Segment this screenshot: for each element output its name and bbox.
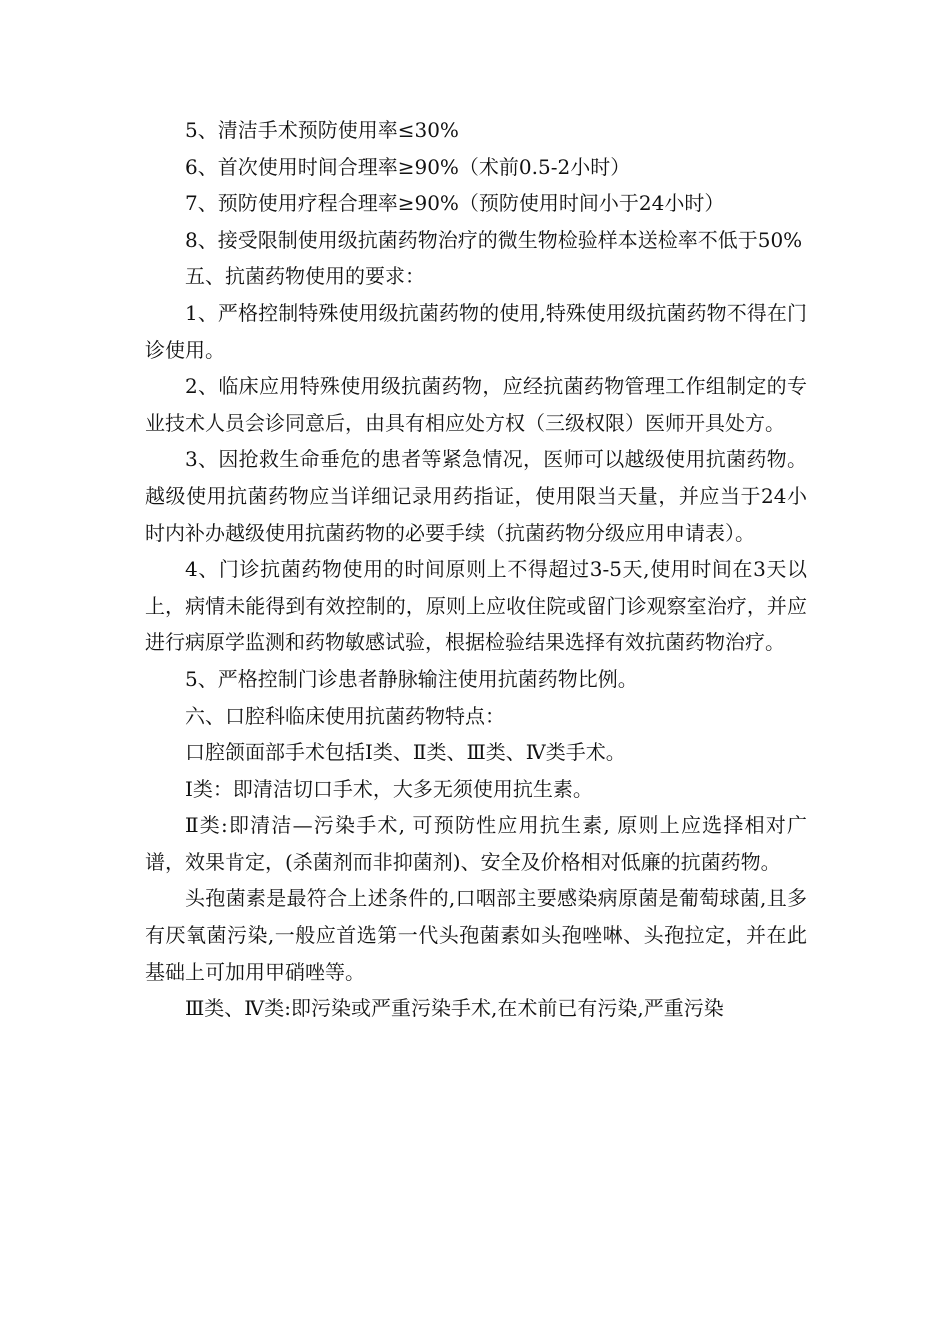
requirement-3: 3、因抢救生命垂危的患者等紧急情况，医师可以越级使用抗菌药物。越级使用抗菌药物应当详细记录用药指证，使用限当天量，并应当于24小时内补办越级使用抗菌药物的必要手续（抗菌药物分级应用申请表）。: [145, 447, 807, 545]
paragraph-item-7: 7、预防使用疗程合理率≥90%（预防使用时间小于24小时）: [185, 191, 725, 216]
cephalosporin-text: 头孢菌素是最符合上述条件的,口咽部主要感染病原菌是葡萄球菌,且多有厌氧菌污染,一般应首选第一代头孢菌素如头孢唑啉、头孢拉定，并在此基础上可加用甲硝唑等。: [145, 886, 807, 984]
class-1-text: Ⅰ类：即清洁切口手术，大多无须使用抗生素。: [185, 776, 593, 801]
class-3-4-text: Ⅲ类、Ⅳ类:即污染或严重污染手术,在术前已有污染,严重污染: [185, 996, 724, 1021]
section-heading-6: 六、口腔科临床使用抗菌药物特点：: [185, 703, 505, 728]
requirement-2: 2、临床应用特殊使用级抗菌药物，应经抗菌药物管理工作组制定的专业技术人员会诊同意后，由具有相应处方权（三级权限）医师开具处方。: [145, 374, 807, 435]
class-2-text: Ⅱ类:即清洁—污染手术, 可预防性应用抗生素, 原则上应选择相对广谱，效果肯定，(杀菌剂而非抑菌剂)、安全及价格相对低廉的抗菌药物。: [145, 813, 807, 874]
section-heading-5: 五、抗菌药物使用的要求：: [185, 264, 425, 289]
paragraph-item-6: 6、首次使用时间合理率≥90%（术前0.5-2小时）: [185, 154, 631, 179]
requirement-1: 1、严格控制特殊使用级抗菌药物的使用,特殊使用级抗菌药物不得在门诊使用。: [145, 300, 807, 362]
document-page: [145, 112, 807, 1027]
paragraph-item-5: 5、清洁手术预防使用率≤30%: [185, 118, 459, 142]
surgery-classes-intro: 口腔颌面部手术包括Ⅰ类、Ⅱ类、Ⅲ类、Ⅳ类手术。: [185, 740, 626, 765]
requirement-5: 5、严格控制门诊患者静脉输注使用抗菌药物比例。: [185, 666, 638, 691]
requirement-4: 4、门诊抗菌药物使用的时间原则上不得超过3-5天,使用时间在3天以上，病情未能得到有效控制的，原则上应收住院或留门诊观察室治疗，并应进行病原学监测和药物敏感试验，根据检验结果选择有效抗菌药物治疗。: [145, 557, 807, 655]
paragraph-item-8: 8、接受限制使用级抗菌药物治疗的微生物检验样本送检率不低于50%: [185, 227, 803, 252]
